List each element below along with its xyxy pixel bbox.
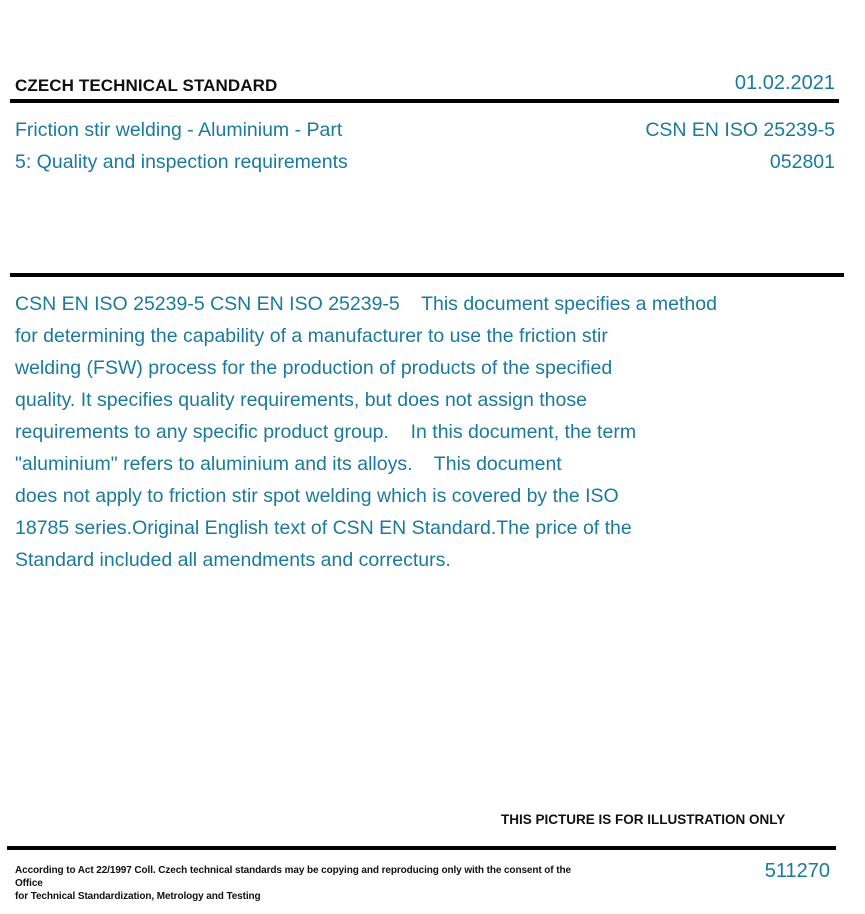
issue-date: 01.02.2021 (734, 72, 835, 94)
standard-title (15, 114, 435, 178)
notice-line: for Technical Standardization, Metrology and Testing (15, 891, 261, 902)
top-divider (10, 99, 839, 103)
middle-divider (10, 273, 844, 277)
standard-number: CSN EN ISO 25239-5 (645, 119, 835, 141)
notice-line: According to Act 22/1997 Coll. Czech technical standards may be copying and reproducing only with the consent of the Office (15, 865, 571, 889)
abstract-line: does not apply to friction stir spot welding which is covered by the ISO (15, 485, 619, 507)
catalog-number: 052801 (769, 151, 835, 173)
title-line: Friction stir welding - Aluminium - Part (15, 119, 343, 141)
abstract-line: requirements to any specific product group. In this document, the term (15, 421, 637, 443)
abstract-line: "aluminium" refers to aluminium and its alloys. This document (15, 453, 562, 475)
abstract-line: welding (FSW) process for the production of products of the specified (15, 357, 613, 379)
title-line: 5: Quality and inspection requirements (15, 151, 348, 173)
abstract-line: quality. It specifies quality requirements, but does not assign those (15, 389, 587, 411)
abstract-line: CSN EN ISO 25239-5 CSN EN ISO 25239-5 This document specifies a method (15, 293, 717, 315)
abstract-line: 18785 series.Original English text of CSN EN Standard.The price of the (15, 517, 632, 539)
standard-identifiers (645, 114, 835, 178)
document-heading: CZECH TECHNICAL STANDARD (15, 76, 278, 95)
abstract-line: for determining the capability of a manufacturer to use the friction stir (15, 325, 608, 347)
abstract-line: Standard included all amendments and correcturs. (15, 549, 451, 571)
bottom-divider (7, 846, 836, 850)
document-code: 511270 (764, 860, 830, 882)
standard-abstract (15, 288, 815, 576)
copyright-notice (15, 864, 595, 903)
illustration-note: THIS PICTURE IS FOR ILLUSTRATION ONLY (501, 812, 786, 827)
